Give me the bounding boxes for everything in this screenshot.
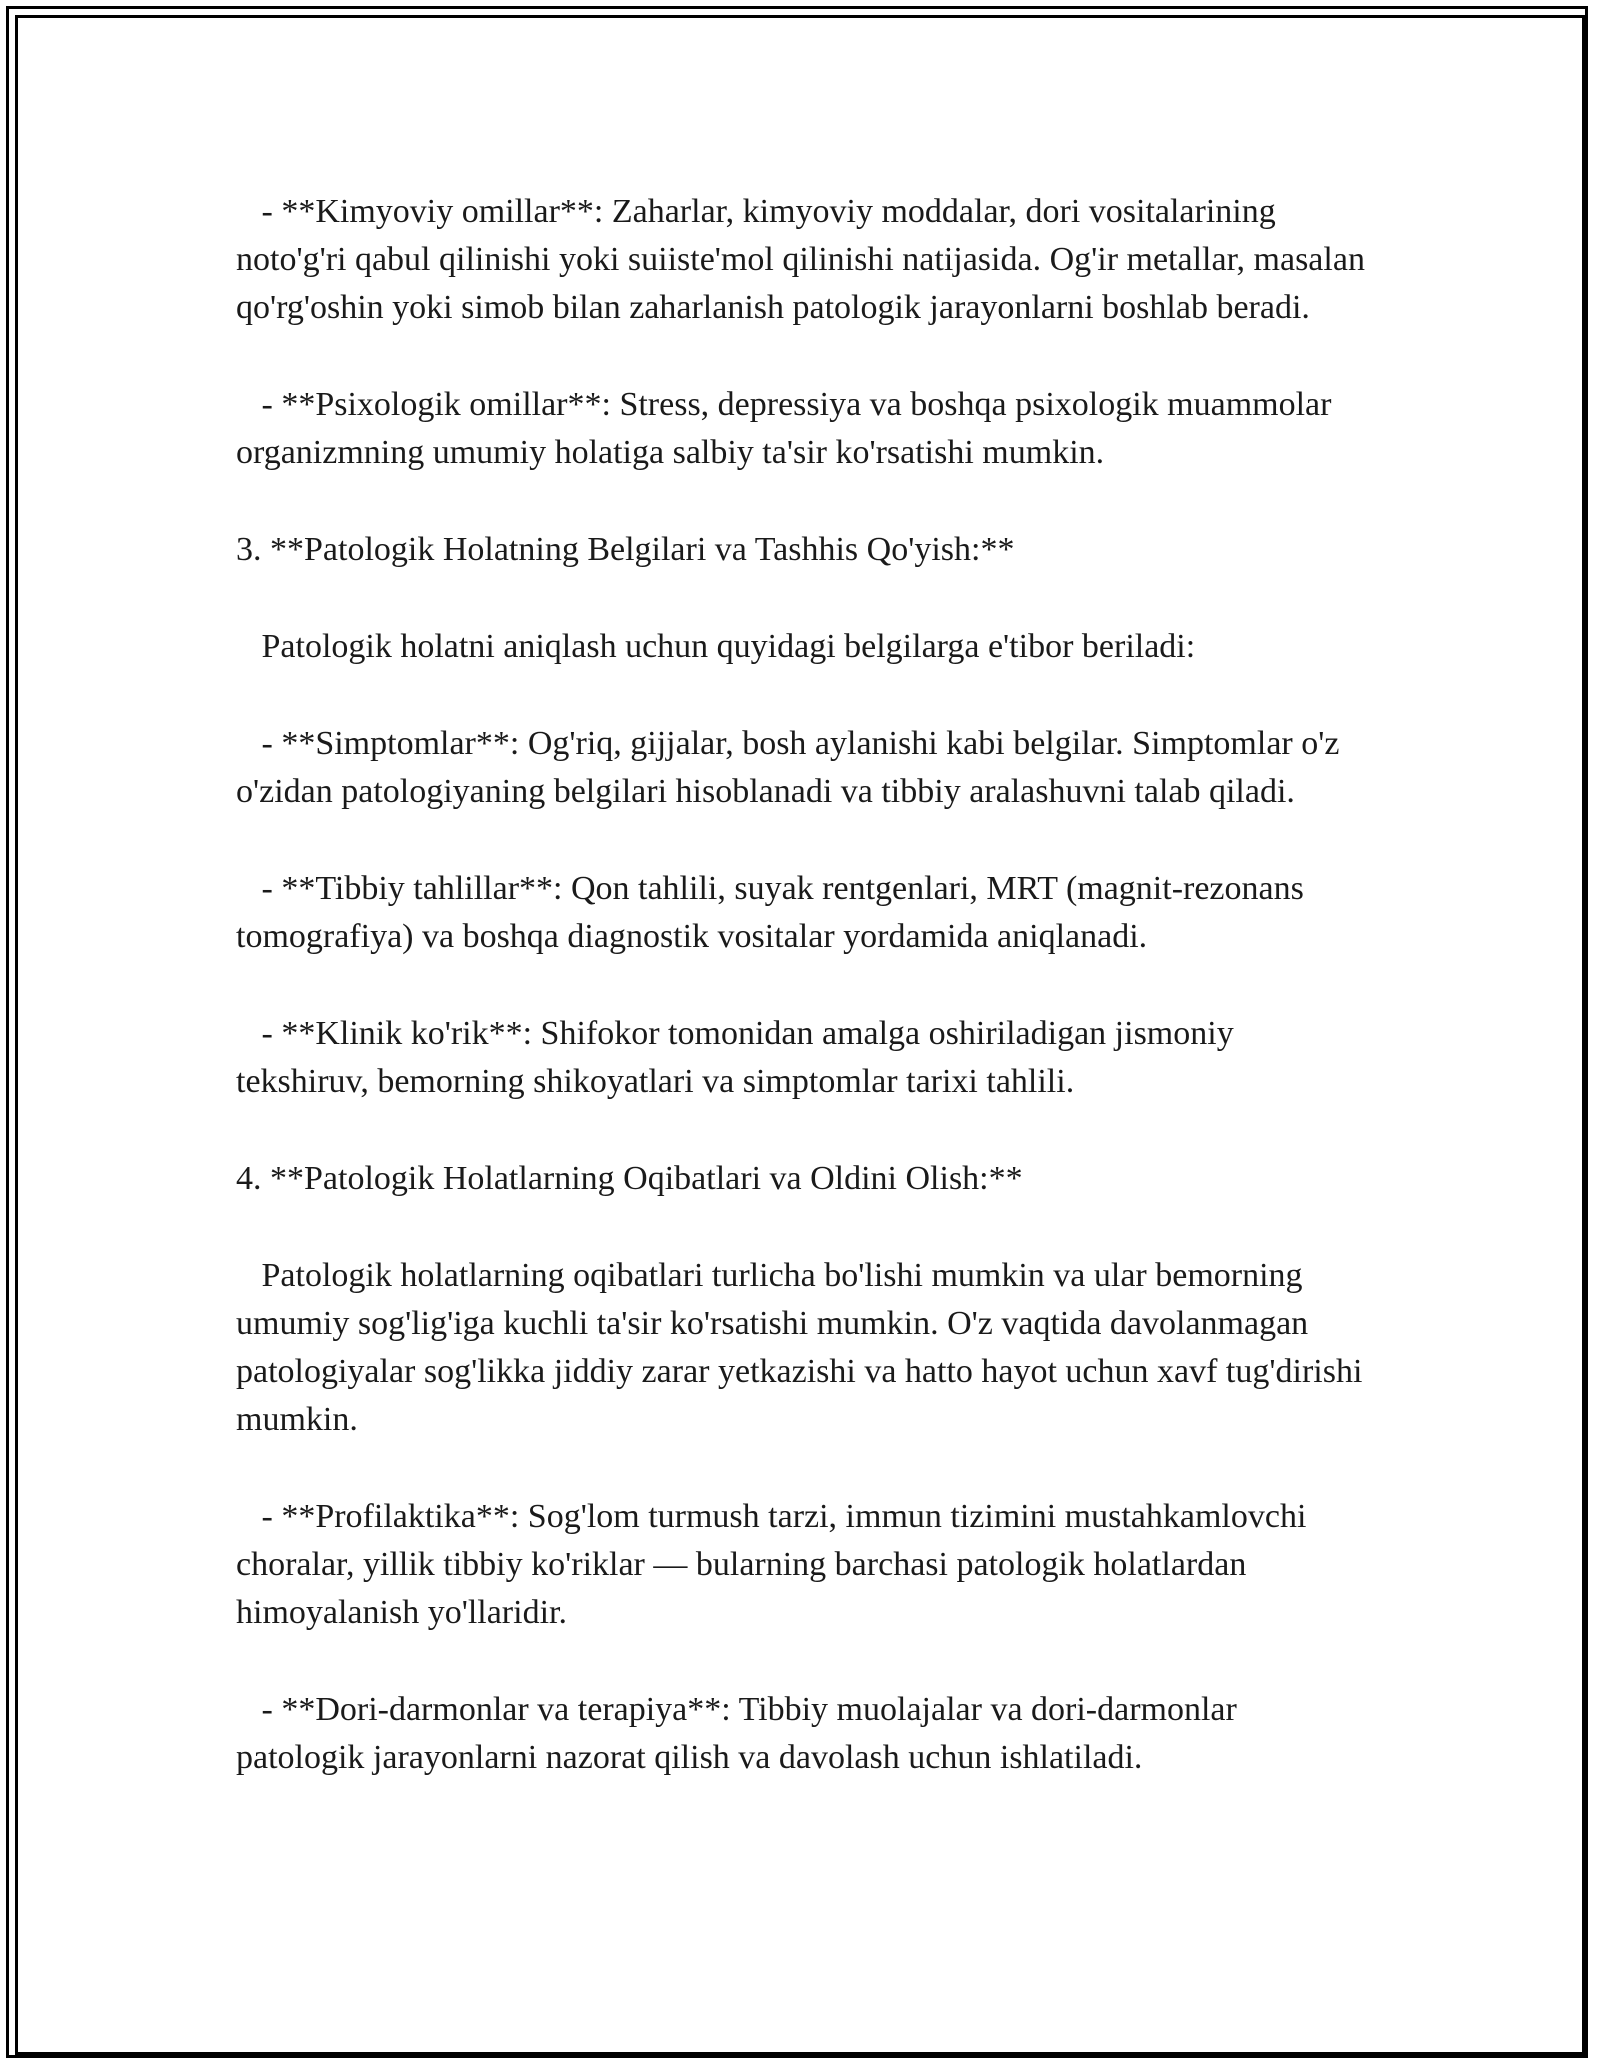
- section-heading-3: 3. **Patologik Holatning Belgilari va Tashhis Qo'yish:**: [236, 531, 1015, 568]
- paragraph-medical-tests: - **Tibbiy tahlillar**: Qon tahlili, suyak rentgenlari, MRT (magnit-rezonans tomografiya) va boshqa diagnostik vositalar yordamida aniqlanadi.: [236, 870, 1313, 955]
- paragraph-prophylaxis: - **Profilaktika**: Sog'lom turmush tarzi, immun tizimini mustahkamlovchi choralar, yillik tibbiy ko'riklar — bularning barchasi patologik holatlardan himoyalanish yo'llaridir.: [236, 1498, 1315, 1631]
- paragraph-chemical-factors: - **Kimyoviy omillar**: Zaharlar, kimyoviy moddalar, dori vositalarining noto'g'ri qabul qilinishi yoki suiiste'mol qilinishi natijasida. Og'ir metallar, masalan qo'rg'oshin yoki simob bilan zaharlanish patologik jarayonlarni boshlab beradi.: [236, 193, 1374, 326]
- paragraph-medication-therapy: - **Dori-darmonlar va terapiya**: Tibbiy muolajalar va dori-darmonlar patologik jarayonlarni nazorat qilish va davolash uchun ishlatiladi.: [236, 1691, 1246, 1776]
- document-body: [236, 188, 1374, 1782]
- paragraph-signs-intro: Patologik holatni aniqlash uchun quyidagi belgilarga e'tibor beriladi:: [236, 628, 1196, 665]
- paragraph-clinical-exam: - **Klinik ko'rik**: Shifokor tomonidan amalga oshiriladigan jismoniy tekshiruv, bemorning shikoyatlari va simptomlar tarixi tahlili.: [236, 1015, 1243, 1100]
- section-heading-4: 4. **Patologik Holatlarning Oqibatlari va Oldini Olish:**: [236, 1160, 1023, 1197]
- paragraph-symptoms: - **Simptomlar**: Og'riq, gijjalar, bosh aylanishi kabi belgilar. Simptomlar o'z o'zidan patologiyaning belgilari hisoblanadi va tibbiy aralashuvni talab qiladi.: [236, 725, 1348, 810]
- paragraph-psychological-factors: - **Psixologik omillar**: Stress, depressiya va boshqa psixologik muammolar organizmning umumiy holatiga salbiy ta'sir ko'rsatishi mumkin.: [236, 386, 1340, 471]
- paragraph-consequences: Patologik holatlarning oqibatlari turlicha bo'lishi mumkin va ular bemorning umumiy sog'lig'iga kuchli ta'sir ko'rsatishi mumkin. O'z vaqtida davolanmagan patologiyalar sog'likka jiddiy zarar yetkazishi va hatto hayot uchun xavf tug'dirishi mumkin.: [236, 1257, 1371, 1438]
